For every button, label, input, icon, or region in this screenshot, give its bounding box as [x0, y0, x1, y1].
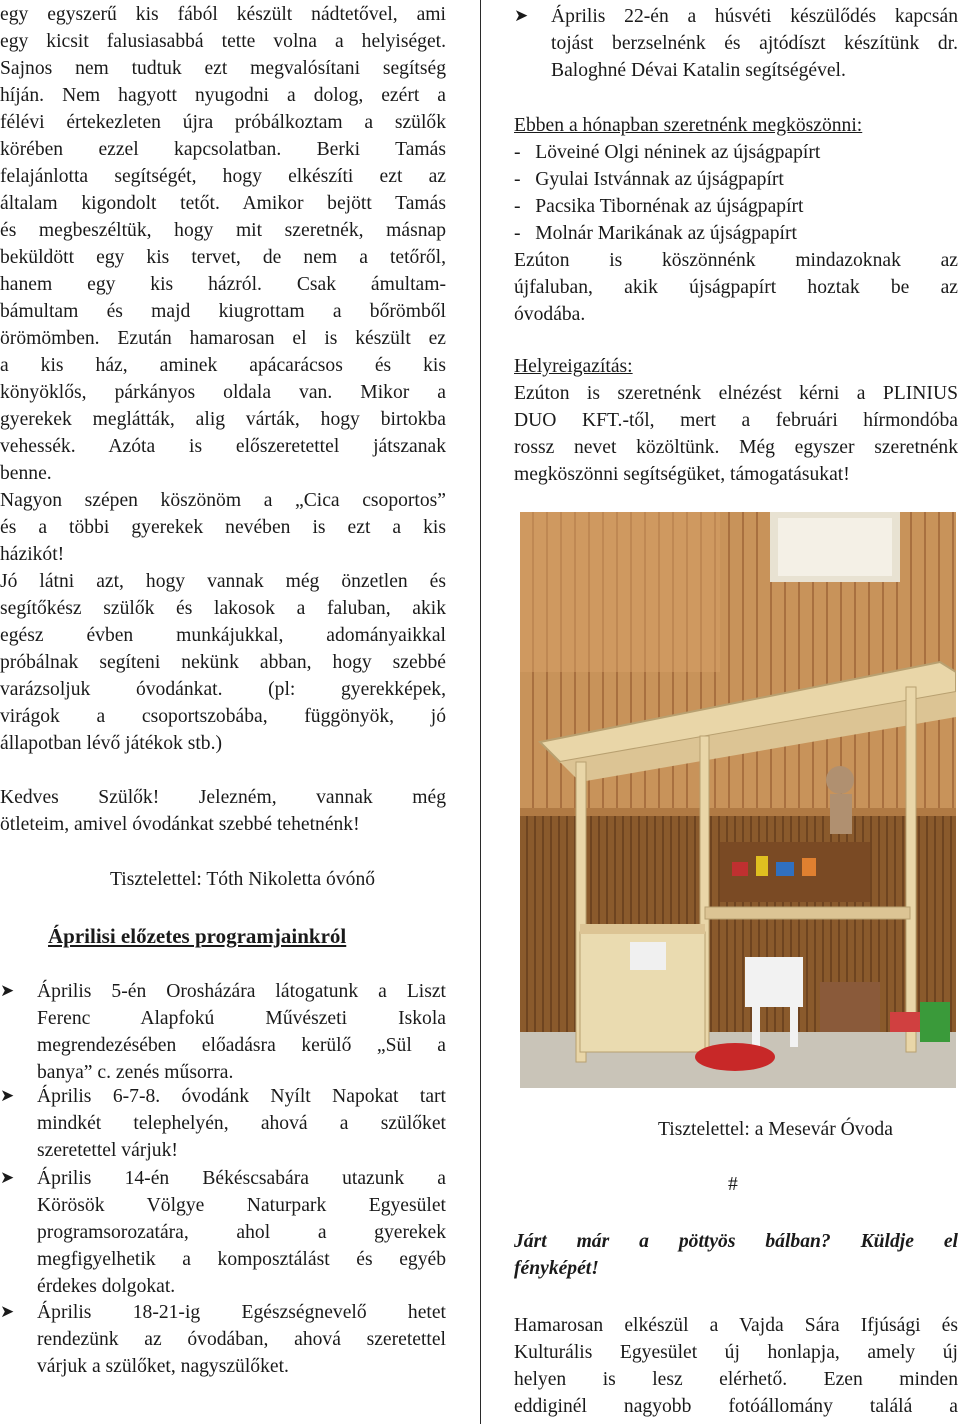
list-item-line: Körösök Völgye Naturpark Egyesület: [37, 1195, 446, 1216]
arrowhead-bullet-icon: ➤: [0, 1168, 15, 1188]
list-item-line: Baloghné Dévai Katalin segítségével.: [551, 60, 846, 81]
text-line: egy kicsit falusiasabbá tette volna a helyiséget.: [0, 31, 446, 52]
text-line: a kis ház, aminek apácarácsos és kis: [0, 355, 446, 376]
arrowhead-bullet-icon: ➤: [0, 1086, 15, 1106]
text-line: Nagyon szépen köszönöm a „Cica csoportos”: [0, 490, 446, 511]
list-item-line: megfigyelhetik a komposztálást és egyéb: [37, 1249, 446, 1270]
text-line: Sajnos nem tudtuk ezt megvalósítani segítség: [0, 58, 446, 79]
thanks-item: - Gyulai Istvánnak az újságpapírt: [514, 169, 784, 190]
text-line: körében ezzel kapcsolatban. Berki Tamás: [0, 139, 446, 160]
text-line: óvodába.: [514, 304, 586, 325]
text-line: virágok a csoportszobába, függönyök, jó: [0, 706, 446, 727]
text-line: bámultam és majd kiugrottam a bőrömből: [0, 301, 446, 322]
correction-heading: Helyreigazítás:: [514, 356, 633, 377]
text-line: megköszönni segítségüket, támogatásukat!: [514, 464, 850, 485]
text-line: egész évben munkájukkal, adományaikkal: [0, 625, 446, 646]
list-item-line: mindkét telephelyén, ahová a szülőket: [37, 1113, 446, 1134]
list-item-line: banya” c. zenés műsorra.: [37, 1062, 234, 1083]
signature: Tisztelettel: a Mesevár Óvoda: [658, 1119, 893, 1140]
arrowhead-bullet-icon: ➤: [0, 981, 15, 1001]
text-line: Hamarosan elkészül a Vajda Sára Ifjúsági és: [514, 1315, 958, 1336]
text-line: általam kigondolt tetőt. Amikor bejött Tamás: [0, 193, 446, 214]
list-item-line: szeretettel várjuk!: [37, 1140, 178, 1161]
list-item-line: Április 14-én Békéscsabára utazunk a: [37, 1168, 446, 1189]
text-line: eddiginél nagyobb fotóállomány találá a: [514, 1396, 958, 1417]
arrowhead-bullet-icon: ➤: [514, 6, 529, 26]
list-item-line: Április 5-én Orosházára látogatunk a Liszt: [37, 981, 446, 1002]
text-line: félévi értekezleten újra próbálkoztam a szülők: [0, 112, 446, 133]
text-line: és megbeszéltük, hogy mit szeretnék, másnap: [0, 220, 446, 241]
list-item-line: megrendezésében előadásra kerülő „Sül a: [37, 1035, 446, 1056]
text-line: állapotban lévő játékok stb.): [0, 733, 222, 754]
thanks-item: - Löveiné Olgi néninek az újságpapírt: [514, 142, 821, 163]
text-line: rossz nevet közöltünk. Még egyszer szeretnénk: [514, 437, 958, 458]
text-line: ötleteim, amivel óvodánkat szebbé tehetnénk!: [0, 814, 360, 835]
list-item-line: Április 18-21-ig Egészségnevelő hetet: [37, 1302, 446, 1323]
signature: Tisztelettel: Tóth Nikoletta óvónő: [110, 869, 376, 890]
text-line: házikót!: [0, 544, 65, 565]
text-line: helyen is lesz elérhető. Ezen minden: [514, 1369, 958, 1390]
text-line: segítőkész szülők és lakosok a faluban, akik: [0, 598, 446, 619]
list-item-line: Ferenc Alapfokú Művészeti Iskola: [37, 1008, 446, 1029]
list-item-line: Április 22-én a húsvéti készülődés kapcsán: [551, 6, 958, 27]
text-line: könyöklős, párkányos oldala van. Mikor a: [0, 382, 446, 403]
wooden-playhouse-photo: [520, 512, 956, 1088]
list-item-line: Április 6-7-8. óvodánk Nyílt Napokat tart: [37, 1086, 446, 1107]
thanks-item: - Molnár Marikának az újságpapírt: [514, 223, 797, 244]
text-line: örömömben. Ezután hamarosan el is készült ez: [0, 328, 446, 349]
list-item-line: érdekes dolgokat.: [37, 1276, 176, 1297]
text-line: hanem egy kis házról. Csak ámultam-: [0, 274, 446, 295]
text-line: újfaluban, akik újságpapírt hoztak be az: [514, 277, 958, 298]
text-line: beküldött egy kis tervet, de nem a tetőről,: [0, 247, 446, 268]
text-line: gyerekek meglátták, alig várták, hogy birtokba: [0, 409, 446, 430]
text-line: Kulturális Egyesület új honlapja, amely új: [514, 1342, 958, 1363]
text-line: egy egyszerű kis fából készült nádtetővel, ami: [0, 4, 446, 25]
text-line: benne.: [0, 463, 52, 484]
question-line: Járt már a pöttyös bálban? Küldje el: [514, 1231, 958, 1252]
text-line: híján. Nem hagyott nyugodni a dolog, ezért a: [0, 85, 446, 106]
text-line: Kedves Szülők! Jelezném, vannak még: [0, 787, 446, 808]
column-divider: [480, 0, 481, 1424]
text-line: vehessék. Azóta is előszeretettel játszanak: [0, 436, 446, 457]
text-line: DUO KFT.-től, mert a februári hírmondóba: [514, 410, 958, 431]
arrowhead-bullet-icon: ➤: [0, 1302, 15, 1322]
question-line: fényképét!: [514, 1258, 599, 1279]
text-line: Ezúton is szeretnénk elnézést kérni a PLINIUS: [514, 383, 958, 404]
text-line: és a többi gyerekek nevében is ezt a kis: [0, 517, 446, 538]
list-item-line: várjuk a szülőket, nagyszülőket.: [37, 1356, 289, 1377]
text-line: Jó látni azt, hogy vannak még önzetlen és: [0, 571, 446, 592]
list-item-line: rendezünk az óvodában, ahová szeretettel: [37, 1329, 446, 1350]
list-item-line: tojást berzselnénk és ajtódíszt készítünk dr.: [551, 33, 958, 54]
thanks-item: - Pacsika Tibornénak az újságpapírt: [514, 196, 804, 217]
list-item-line: programsorozatára, ahol a gyerekek: [37, 1222, 446, 1243]
text-line: varázsoljuk óvodánkat. (pl: gyerekképek,: [0, 679, 446, 700]
text-line: felajánlotta segítségét, hogy elkészíti ezt az: [0, 166, 446, 187]
thanks-heading: Ebben a hónapban szeretnénk megköszönni:: [514, 115, 863, 136]
separator: #: [728, 1174, 738, 1195]
text-line: Ezúton is köszönnénk mindazoknak az: [514, 250, 958, 271]
programs-heading: Áprilisi előzetes programjainkról: [48, 924, 347, 948]
text-line: próbálnak segíteni nekünk abban, hogy szebbé: [0, 652, 446, 673]
